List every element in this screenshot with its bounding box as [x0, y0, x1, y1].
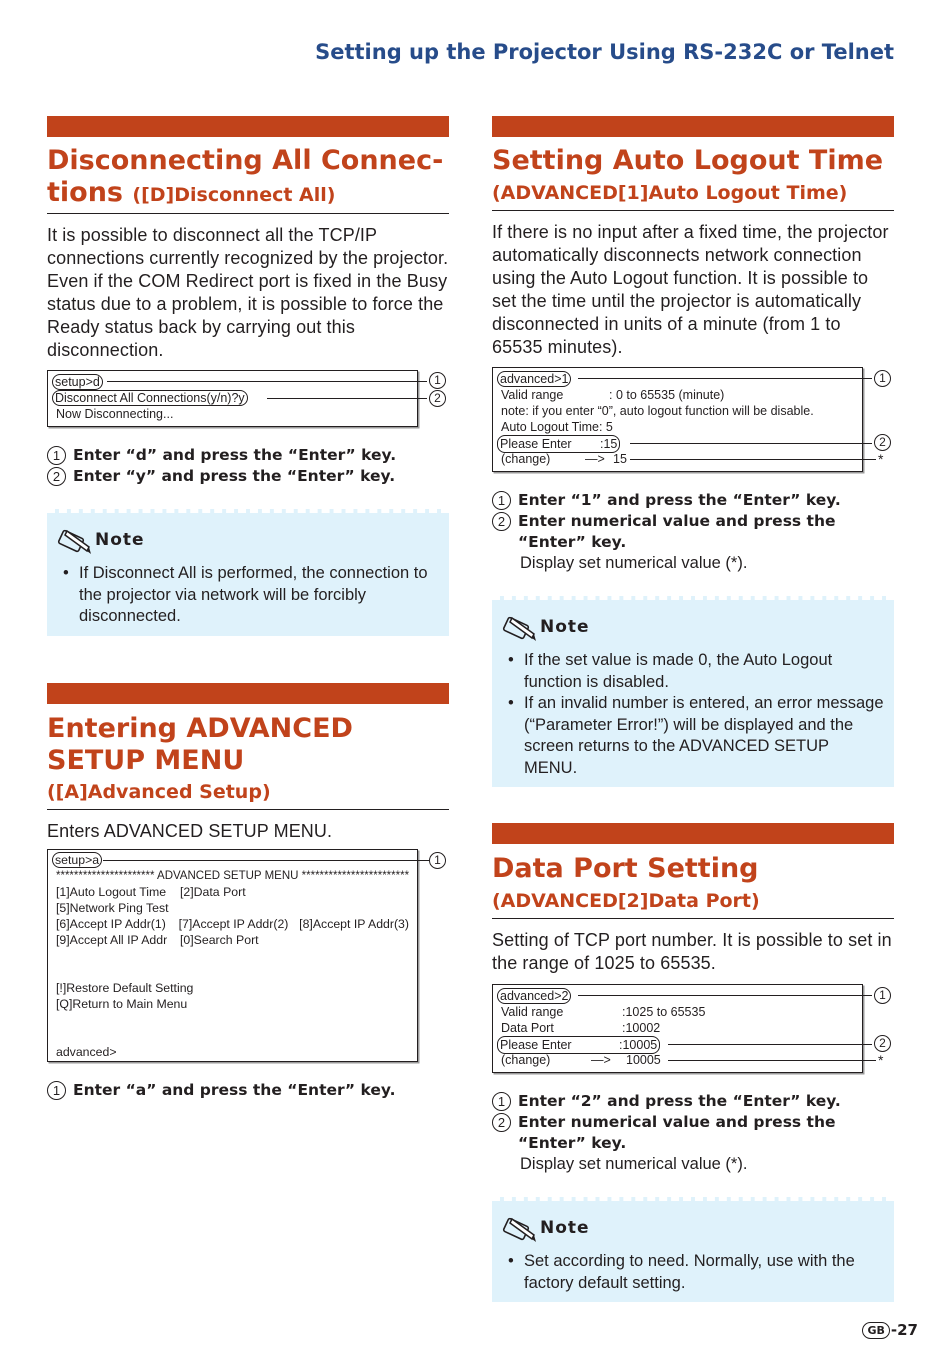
steps [47, 1080, 449, 1101]
note-label: Note [540, 1218, 590, 1238]
terminal-command: setup>a [52, 852, 102, 868]
terminal-example [47, 849, 449, 1062]
note-box [492, 1197, 894, 1302]
section-body: It is possible to disconnect all the TCP/IP connections currently recognized by the projector. Even if the COM Redirect port is fixed in the Busy status due to a problem, it is possible to force the Ready status back by carrying out this disconnection. [47, 225, 449, 360]
section-title: Entering ADVANCED SETUP MENU [47, 713, 353, 776]
pencil-icon [502, 1213, 538, 1243]
page-number-text: -27 [890, 1321, 918, 1339]
steps [47, 445, 449, 487]
title-rule [492, 918, 894, 919]
section-bar [492, 823, 894, 844]
section-body: If there is no input after a fixed time, the projector automatically disconnects network connection using the Auto Logout function. It is possible to set the time until the projector is automatically disconnected in units of a minute (from 1 to 65535 minutes). [492, 222, 889, 357]
section-bar [47, 116, 449, 137]
step: 2 Enter numerical value and press the “Enter” key. [492, 511, 894, 553]
pencil-icon [57, 525, 93, 555]
section-body: Enters ADVANCED SETUP MENU. [47, 821, 333, 841]
section-bar [492, 116, 894, 137]
terminal-command: setup>d [52, 374, 103, 390]
note-item: • If Disconnect All is performed, the connection to the projector via network will be forcibly disconnected. [57, 563, 439, 628]
page-header: Setting up the Projector Using RS-232C or Telnet [315, 40, 894, 64]
note-item: • If an invalid number is entered, an error message (“Parameter Error!”) will be displayed and the screen returns to the ADVANCED SETUP MENU. [502, 693, 884, 779]
note-box [492, 596, 894, 787]
callout-line [107, 381, 427, 382]
section-subtitle: (ADVANCED[1]Auto Logout Time) [492, 182, 848, 204]
callout-line [578, 995, 872, 996]
note-label: Note [95, 530, 145, 550]
section-title: Data Port Setting [492, 853, 759, 884]
note-box [47, 509, 449, 636]
step: 1 Enter “d” and press the “Enter” key. [47, 445, 449, 466]
step: 2 Enter numerical value and press the “Enter” key. [492, 1112, 894, 1154]
callout-line [630, 459, 876, 460]
callout-star: * [878, 451, 884, 467]
step: 1 Enter “1” and press the “Enter” key. [492, 490, 894, 511]
terminal-line: Now Disconnecting... [56, 407, 174, 421]
terminal-example [492, 984, 894, 1073]
steps [492, 1091, 894, 1175]
terminal-line: ********************** ADVANCED SETUP MENU ************************ [56, 870, 409, 882]
title-rule [47, 213, 449, 214]
section-advanced [47, 683, 449, 1101]
section-subtitle: ([A]Advanced Setup) [47, 781, 271, 803]
step-note: Display set numerical value (*). [520, 1155, 748, 1173]
terminal-screen: advanced>2 Valid range :1025 to 65535 Data Port :10002 Please Enter :10005 (change) —> 10005 [492, 984, 863, 1073]
section-title: Setting Auto Logout Time [492, 145, 884, 176]
callout-1: 1 [874, 370, 891, 387]
terminal-example [47, 370, 449, 427]
terminal-example [492, 367, 894, 472]
page-number [862, 1321, 918, 1339]
callout-line [578, 378, 872, 379]
callout-2: 2 [874, 434, 891, 451]
callout-line [267, 398, 427, 399]
section-data-port [492, 823, 894, 1302]
terminal-screen: setup>a ********************** ADVANCED SETUP MENU ************************ [1]Auto Logout Time [2]Data Port [5]Network Ping Test [6]Accept IP Addr(1) [7]Accept IP Addr(2) [8]Accept IP Addr(3) [9]Accept All IP Addr [0]Search Port [!]Restore Default Setting [Q]Return to Main Menu advanced> [47, 849, 418, 1062]
callout-star: * [878, 1052, 884, 1068]
terminal-screen: advanced>1 Valid range : 0 to 65535 (minute) note: if you enter “0”, auto logout function will be disable. Auto Logout Time: 5 Please Enter :15 (change) —> 15 [492, 367, 863, 472]
title-rule [492, 210, 894, 211]
callout-2: 2 [874, 1035, 891, 1052]
steps [492, 490, 894, 574]
step: 1 Enter “a” and press the “Enter” key. [47, 1080, 449, 1101]
section-subtitle: (ADVANCED[2]Data Port) [492, 890, 760, 912]
callout-2: 2 [429, 390, 446, 407]
callout-1: 1 [874, 987, 891, 1004]
step: 1 Enter “2” and press the “Enter” key. [492, 1091, 894, 1112]
callout-1: 1 [429, 372, 446, 389]
terminal-command: Disconnect All Connections(y/n)?y [52, 390, 248, 406]
pencil-icon [502, 612, 538, 642]
step: 2 Enter “y” and press the “Enter” key. [47, 466, 449, 487]
callout-line [103, 860, 429, 861]
callout-line [668, 1060, 876, 1061]
section-bar [47, 683, 449, 704]
callout-1: 1 [429, 852, 446, 869]
callout-line [630, 443, 872, 444]
note-label: Note [540, 617, 590, 637]
note-item: • Set according to need. Normally, use with the factory default setting. [502, 1251, 884, 1294]
step-note: Display set numerical value (*). [520, 554, 748, 572]
title-rule [47, 809, 449, 810]
callout-line [668, 1044, 872, 1045]
region-badge: GB [862, 1322, 889, 1339]
note-item: • If the set value is made 0, the Auto Logout function is disabled. [502, 650, 884, 693]
section-title: Disconnecting All Connec- tions ([D]Disconnect All) [47, 145, 444, 208]
section-disconnect [47, 116, 449, 636]
section-auto-logout [492, 116, 894, 787]
section-body: Setting of TCP port number. It is possible to set in the range of 1025 to 65535. [492, 930, 892, 973]
